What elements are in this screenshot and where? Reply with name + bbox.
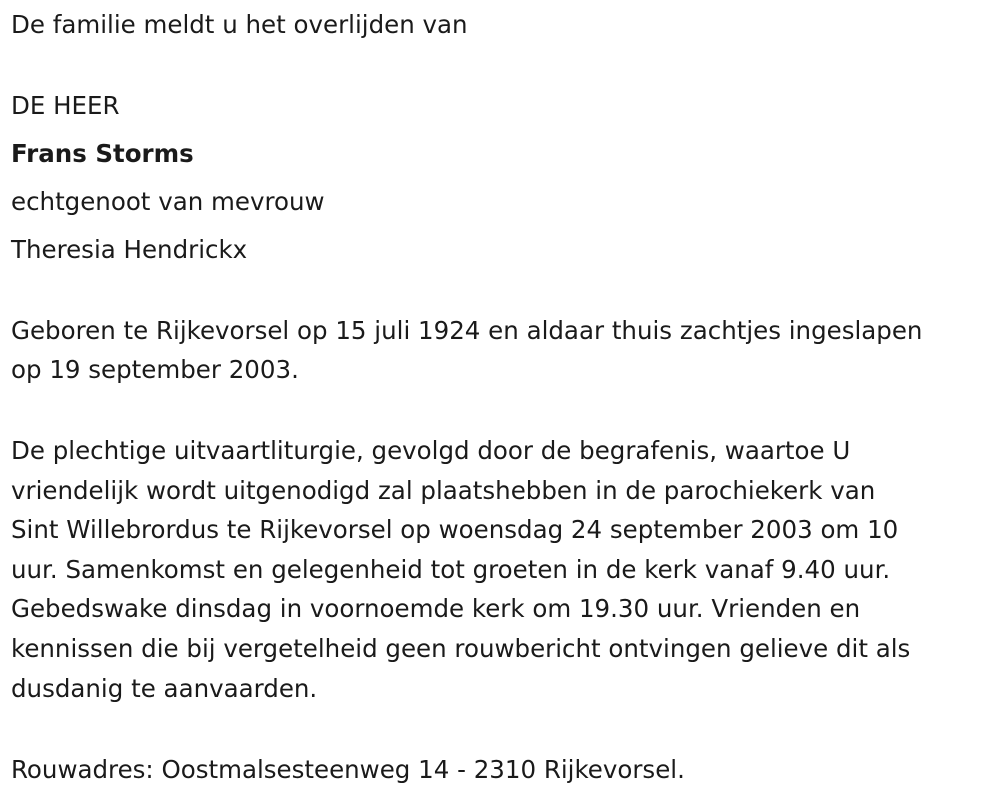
mourning-address: Rouwadres: Oostmalsesteenweg 14 - 2310 Rijkevorsel.	[11, 755, 685, 784]
ceremony-line: Gebedswake dinsdag in voornoemde kerk om 19.30 uur. Vrienden en	[11, 594, 861, 623]
ceremony-line: uur. Samenkomst en gelegenheid tot groeten in de kerk vanaf 9.40 uur.	[11, 555, 891, 584]
birth-line: Geboren te Rijkevorsel op 15 juli 1924 en aldaar thuis zachtjes ingeslapen	[11, 316, 923, 345]
ceremony-line: Sint Willebrordus te Rijkevorsel op woensdag 24 september 2003 om 10	[11, 515, 899, 544]
spouse-line: echtgenoot van mevrouw	[11, 187, 325, 216]
ceremony-line: kennissen die bij vergetelheid geen rouwbericht ontvingen gelieve dit als	[11, 634, 911, 663]
obituary-notice	[11, 0, 991, 806]
intro-text: De familie meldt u het overlijden van	[11, 10, 468, 39]
ceremony-line: dusdanig te aanvaarden.	[11, 674, 318, 703]
honorific: DE HEER	[11, 91, 120, 120]
spouse-name: Theresia Hendrickx	[11, 235, 248, 264]
birth-line: op 19 september 2003.	[11, 355, 299, 384]
ceremony-line: De plechtige uitvaartliturgie, gevolgd door de begrafenis, waartoe U	[11, 436, 851, 465]
deceased-name: Frans Storms	[11, 139, 194, 168]
ceremony-line: vriendelijk wordt uitgenodigd zal plaatshebben in de parochiekerk van	[11, 476, 876, 505]
